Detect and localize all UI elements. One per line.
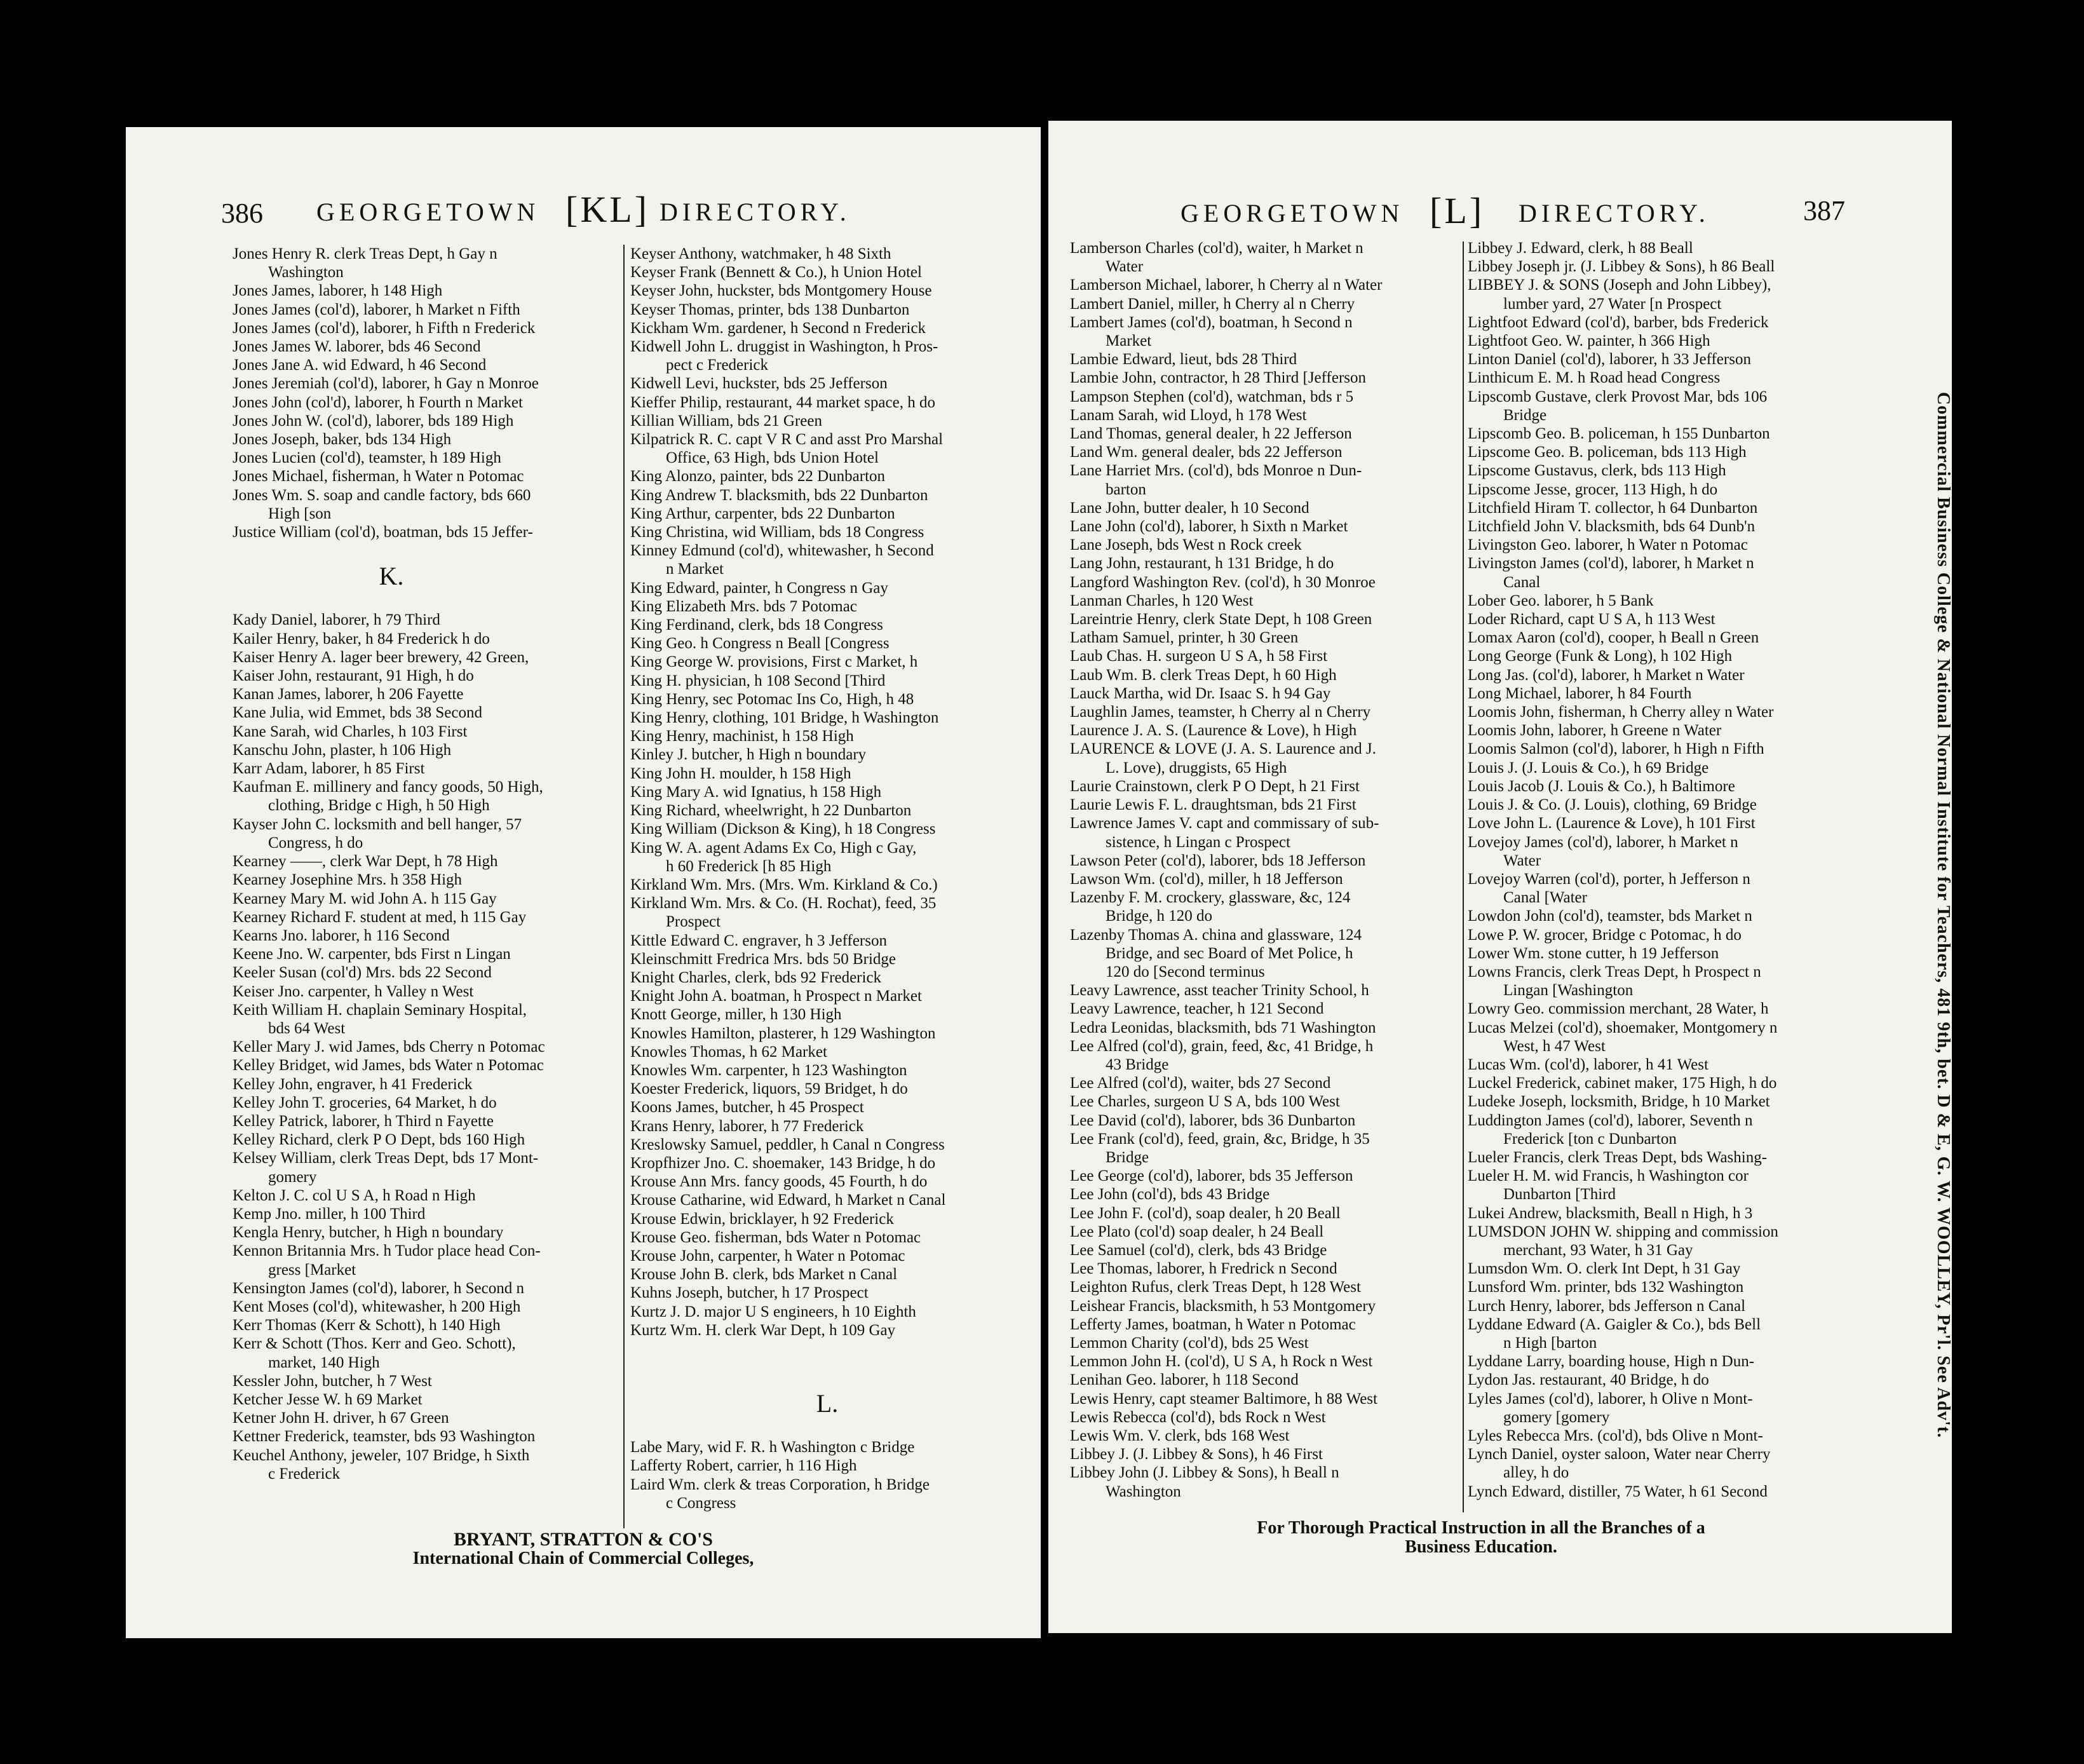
directory-entry: Lovejoy Warren (col'd), porter, h Jefferson n (1468, 870, 1750, 888)
directory-entry: Ketner John H. driver, h 67 Green (233, 1409, 449, 1427)
directory-entry: Lewis Rebecca (col'd), bds Rock n West (1070, 1408, 1326, 1426)
directory-entry: Lyles James (col'd), laborer, h Olive n Mont- (1468, 1390, 1753, 1408)
directory-entry: Loomis John, laborer, h Greene n Water (1468, 722, 1722, 740)
left-col1 (233, 245, 620, 1483)
directory-entry: Lauck Martha, wid Dr. Isaac S. h 94 Gay (1070, 684, 1331, 702)
directory-entry: Lazenby Thomas A. china and glassware, 124 (1070, 926, 1362, 944)
directory-entry: Keith William H. chaplain Seminary Hospital, (233, 1001, 527, 1019)
directory-entry: Kelley John, engraver, h 41 Frederick (233, 1075, 473, 1093)
directory-entry: Lambert James (col'd), boatman, h Second n (1070, 313, 1353, 331)
directory-entry: Lee John (col'd), bds 43 Bridge (1070, 1186, 1270, 1204)
directory-entry: Libbey J. (J. Libbey & Sons), h 46 First (1070, 1446, 1323, 1463)
directory-entry: Kane Julia, wid Emmet, bds 38 Second (233, 704, 482, 722)
directory-entry: Lee Thomas, laborer, h Fredrick n Second (1070, 1260, 1337, 1278)
directory-entry: Laub Wm. B. clerk Treas Dept, h 60 High (1070, 666, 1337, 684)
directory-entry: Lightfoot Edward (col'd), barber, bds Frederick (1468, 313, 1769, 331)
directory-entry: Lurch Henry, laborer, bds Jefferson n Canal (1468, 1297, 1746, 1315)
directory-entry: Kensington James (col'd), laborer, h Second n (233, 1279, 524, 1297)
directory-entry: Lee George (col'd), laborer, bds 35 Jefferson (1070, 1167, 1353, 1185)
directory-entry: Land Wm. general dealer, bds 22 Jefferson (1070, 444, 1343, 461)
directory-entry: Lipscome Geo. B. policeman, bds 113 High (1468, 444, 1747, 461)
directory-entry: Congress, h do (268, 834, 363, 851)
directory-entry: Krouse John, carpenter, h Water n Potomac (630, 1247, 905, 1265)
directory-entry: Kady Daniel, laborer, h 79 Third (233, 611, 440, 629)
directory-entry: Luddington James (col'd), laborer, Seventh n (1468, 1111, 1753, 1129)
directory-entry: Lamberson Michael, laborer, h Cherry al n Water (1070, 276, 1383, 294)
directory-entry: Jones Joseph, baker, bds 134 High (233, 431, 452, 449)
directory-entry: King Henry, machinist, h 158 High (630, 728, 854, 745)
directory-entry: Lefferty James, boatman, h Water n Potomac (1070, 1315, 1356, 1333)
directory-entry: High [son (268, 505, 332, 522)
directory-entry: King W. A. agent Adams Ex Co, High c Gay, (630, 839, 917, 857)
directory-entry: Louis J. & Co. (J. Louis), clothing, 69 Bridge (1468, 796, 1757, 814)
directory-entry: Kirkland Wm. Mrs. (Mrs. Wm. Kirkland & Co.) (630, 876, 938, 893)
directory-entry: Lunsford Wm. printer, bds 132 Washington (1468, 1279, 1744, 1296)
directory-entry: Krouse Ann Mrs. fancy goods, 45 Fourth, h do (630, 1173, 928, 1191)
directory-entry: Knowles Thomas, h 62 Market (630, 1043, 827, 1061)
directory-entry: Lowry Geo. commission merchant, 28 Water, h (1468, 1000, 1769, 1018)
directory-entry: Lee Frank (col'd), feed, grain, &c, Bridge, h 35 (1070, 1130, 1370, 1148)
directory-entry: Lynch Edward, distiller, 75 Water, h 61 Second (1468, 1482, 1768, 1500)
directory-entry: Lyles Rebecca Mrs. (col'd), bds Olive n Mont- (1468, 1427, 1763, 1444)
directory-entry: Lipscome Jesse, grocer, 113 High, h do (1468, 480, 1718, 498)
directory-entry: King Edward, painter, h Congress n Gay (630, 579, 888, 597)
directory-entry: Libbey Joseph jr. (J. Libbey & Sons), h 86 Beall (1468, 258, 1775, 276)
directory-entry: 120 do [Second terminus (1106, 963, 1265, 980)
directory-entry: Ledra Leonidas, blacksmith, bds 71 Washington (1070, 1019, 1376, 1036)
directory-entry: Office, 63 High, bds Union Hotel (666, 449, 879, 467)
directory-entry: Loomis John, fisherman, h Cherry alley n Water (1468, 703, 1774, 721)
directory-entry: Louis J. (J. Louis & Co.), h 69 Bridge (1468, 759, 1709, 777)
directory-entry: Kearney Mary M. wid John A. h 115 Gay (233, 890, 497, 907)
directory-entry: Lemmon Charity (col'd), bds 25 West (1070, 1334, 1309, 1352)
directory-entry: Kurtz J. D. major U S engineers, h 10 Eighth (630, 1303, 916, 1320)
directory-entry: Dunbarton [Third (1503, 1186, 1616, 1204)
directory-entry: Kelsey William, clerk Treas Dept, bds 17 Mont- (233, 1150, 539, 1167)
directory-entry: Lucas Wm. (col'd), laborer, h 41 West (1468, 1055, 1708, 1073)
page-number: 387 (1803, 195, 1845, 226)
directory-entry: Lawrence James V. capt and commissary of sub- (1070, 815, 1379, 832)
directory-entry: Keuchel Anthony, jeweler, 107 Bridge, h Sixth (233, 1446, 530, 1464)
directory-entry: Kessler John, butcher, h 7 West (233, 1372, 432, 1390)
directory-entry: Jones James (col'd), laborer, h Fifth n Frederick (233, 319, 536, 337)
directory-entry: Litchfield Hiram T. collector, h 64 Dunbarton (1468, 499, 1758, 517)
directory-entry: Kemp Jno. miller, h 100 Third (233, 1205, 426, 1223)
directory-entry: Lee Alfred (col'd), waiter, bds 27 Second (1070, 1075, 1331, 1092)
directory-entry: Lukei Andrew, blacksmith, Beall n High, h 3 (1468, 1204, 1753, 1222)
directory-entry: Kittle Edward C. engraver, h 3 Jefferson (630, 932, 887, 949)
directory-entry: Lee David (col'd), laborer, bds 36 Dunbarton (1070, 1111, 1356, 1129)
directory-entry: Kerr & Schott (Thos. Kerr and Geo. Schott), (233, 1335, 516, 1353)
directory-entry: Loomis Salmon (col'd), laborer, h High n Fifth (1468, 740, 1764, 758)
section-letter-k: K. (379, 562, 404, 591)
footer-line2: International Chain of Commercial Colleges, (412, 1549, 754, 1568)
directory-entry: Lober Geo. laborer, h 5 Bank (1468, 592, 1654, 609)
directory-entry: Lowe P. W. grocer, Bridge c Potomac, h do (1468, 926, 1742, 944)
directory-entry: Lanam Sarah, wid Lloyd, h 178 West (1070, 406, 1307, 424)
header-directory: DIRECTORY. (1519, 199, 1710, 227)
directory-entry: Knott George, miller, h 130 High (630, 1006, 842, 1024)
header-directory: DIRECTORY. (660, 198, 851, 226)
directory-entry: Jones Henry R. clerk Treas Dept, h Gay n (233, 245, 497, 262)
directory-entry: h 60 Frederick [h 85 High (666, 857, 832, 875)
directory-entry: Krans Henry, laborer, h 77 Frederick (630, 1117, 864, 1135)
directory-entry: Kirkland Wm. Mrs. & Co. (H. Rochat), feed, 35 (630, 895, 937, 913)
directory-entry: LIBBEY J. & SONS (Joseph and John Libbey), (1468, 276, 1771, 294)
directory-entry: Lafferty Robert, carrier, h 116 High (630, 1457, 857, 1475)
directory-entry: Lowns Francis, clerk Treas Dept, h Prospect n (1468, 963, 1761, 980)
directory-entry: Lane John (col'd), laborer, h Sixth n Market (1070, 518, 1348, 536)
directory-entry: Krouse John B. clerk, bds Market n Canal (630, 1266, 898, 1284)
directory-entry: Laughlin James, teamster, h Cherry al n Cherry (1070, 703, 1371, 721)
directory-entry: merchant, 93 Water, h 31 Gay (1503, 1241, 1693, 1259)
directory-entry: Lee Charles, surgeon U S A, bds 100 West (1070, 1093, 1340, 1111)
directory-entry: Lamberson Charles (col'd), waiter, h Market n (1070, 240, 1363, 257)
directory-entry: Kettner Frederick, teamster, bds 93 Washington (233, 1428, 536, 1446)
directory-entry: Jones Jane A. wid Edward, h 46 Second (233, 356, 487, 374)
directory-entry: Kaiser Henry A. lager beer brewery, 42 Green, (233, 648, 529, 666)
directory-entry: Ketcher Jesse W. h 69 Market (233, 1390, 423, 1408)
directory-entry: King George W. provisions, First c Market, h (630, 653, 918, 671)
directory-entry: c Congress (666, 1494, 736, 1512)
directory-entry: Bridge, h 120 do (1106, 907, 1213, 925)
directory-entry: Jones Wm. S. soap and candle factory, bds 660 (233, 486, 531, 504)
directory-entry: Lazenby F. M. crockery, glassware, &c, 124 (1070, 889, 1351, 907)
directory-entry: King Richard, wheelwright, h 22 Dunbarton (630, 802, 912, 820)
directory-entry: Kelley Patrick, laborer, h Third n Fayette (233, 1112, 494, 1130)
directory-entry: Kaiser John, restaurant, 91 High, h do (233, 667, 474, 685)
directory-entry: Lewis Henry, capt steamer Baltimore, h 88 West (1070, 1390, 1377, 1408)
directory-entry: Kearney ——, clerk War Dept, h 78 High (233, 853, 498, 871)
right-page (1048, 121, 1952, 1633)
directory-entry: Kayser John C. locksmith and bell hanger, 57 (233, 815, 522, 833)
directory-entry: Knight Charles, clerk, bds 92 Frederick (630, 968, 882, 986)
directory-entry: Lipscome Gustavus, clerk, bds 113 High (1468, 462, 1726, 480)
directory-entry: 43 Bridge (1106, 1055, 1169, 1073)
directory-entry: Kelley John T. groceries, 64 Market, h do (233, 1094, 497, 1111)
header-title: GEORGETOWN (1181, 199, 1404, 227)
directory-entry: Jones Michael, fisherman, h Water n Potomac (233, 468, 524, 485)
directory-entry: Lareintrie Henry, clerk State Dept, h 108 Green (1070, 611, 1372, 628)
directory-entry: LUMSDON JOHN W. shipping and commission (1468, 1223, 1778, 1240)
directory-entry: Kanan James, laborer, h 206 Fayette (233, 686, 464, 703)
directory-entry: Washington (268, 264, 344, 282)
directory-entry: Louis Jacob (J. Louis & Co.), h Baltimore (1468, 777, 1735, 795)
directory-entry: Long Michael, laborer, h 84 Fourth (1468, 684, 1692, 702)
directory-entry: King John H. moulder, h 158 High (630, 764, 851, 782)
directory-entry: Long Jas. (col'd), laborer, h Market n Water (1468, 666, 1745, 684)
directory-entry: Lueler H. M. wid Francis, h Washington cor (1468, 1167, 1749, 1185)
directory-entry: Livingston James (col'd), laborer, h Market n (1468, 555, 1754, 573)
directory-entry: Keller Mary J. wid James, bds Cherry n Potomac (233, 1038, 545, 1056)
directory-entry: Kidwell John L. druggist in Washington, h Pros- (630, 338, 938, 356)
directory-entry: Knowles Hamilton, plasterer, h 129 Washington (630, 1024, 936, 1042)
column-divider (1463, 241, 1464, 1512)
header-title: GEORGETOWN (316, 198, 540, 226)
directory-entry: Lipscomb Geo. B. policeman, h 155 Dunbarton (1468, 425, 1770, 443)
directory-entry: Kearns Jno. laborer, h 116 Second (233, 926, 450, 944)
directory-entry: market, 140 High (268, 1354, 380, 1371)
directory-entry: Lampson Stephen (col'd), watchman, bds r 5 (1070, 388, 1354, 405)
left-footer (126, 1530, 1041, 1568)
directory-entry: West, h 47 West (1503, 1037, 1606, 1055)
directory-entry: King Mary A. wid Ignatius, h 158 High (630, 783, 882, 801)
directory-entry: Lane Harriet Mrs. (col'd), bds Monroe n Dun- (1070, 462, 1362, 480)
directory-entry: King Henry, sec Potomac Ins Co, High, h 48 (630, 690, 914, 708)
directory-entry: Keiser Jno. carpenter, h Valley n West (233, 982, 474, 1000)
directory-entry: Lanman Charles, h 120 West (1070, 592, 1254, 609)
directory-entry: Justice William (col'd), boatman, bds 15 Jeffer- (233, 524, 533, 541)
directory-entry: Kaufman E. millinery and fancy goods, 50 High, (233, 778, 543, 796)
directory-entry: Lomax Aaron (col'd), cooper, h Beall n Green (1468, 629, 1759, 647)
directory-entry: Canal (1503, 573, 1541, 591)
directory-entry: Keyser John, huckster, bds Montgomery House (630, 282, 932, 300)
directory-entry: lumber yard, 27 Water [n Prospect (1503, 295, 1722, 313)
directory-entry: Lane Joseph, bds West n Rock creek (1070, 536, 1302, 554)
directory-entry: Kinney Edmund (col'd), whitewasher, h Second (630, 542, 934, 560)
directory-entry: Canal [Water (1503, 889, 1587, 907)
directory-entry: Jones James W. laborer, bds 46 Second (233, 338, 481, 356)
directory-entry: Long George (Funk & Long), h 102 High (1468, 648, 1733, 665)
directory-entry: Ludeke Joseph, locksmith, Bridge, h 10 Market (1468, 1093, 1770, 1111)
directory-entry: Frederick [ton c Dunbarton (1503, 1130, 1677, 1148)
directory-entry: Market (1106, 332, 1152, 350)
directory-entry: Lydon Jas. restaurant, 40 Bridge, h do (1468, 1371, 1709, 1389)
directory-entry: Lower Wm. stone cutter, h 19 Jefferson (1468, 944, 1719, 962)
directory-entry: Kinley J. butcher, h High n boundary (630, 746, 867, 764)
directory-entry: Linton Daniel (col'd), laborer, h 33 Jefferson (1468, 351, 1751, 369)
directory-entry: Keyser Frank (Bennett & Co.), h Union Hotel (630, 264, 922, 282)
directory-entry: King H. physician, h 108 Second [Third (630, 672, 886, 689)
directory-entry: Krouse Geo. fisherman, bds Water n Potomac (630, 1228, 921, 1246)
directory-entry: clothing, Bridge c High, h 50 High (268, 797, 490, 815)
directory-entry: Knowles Wm. carpenter, h 123 Washington (630, 1061, 907, 1079)
directory-entry: Krouse Catharine, wid Edward, h Market n Canal (630, 1191, 946, 1209)
directory-entry: King Arthur, carpenter, bds 22 Dunbarton (630, 505, 895, 522)
directory-entry: Leishear Francis, blacksmith, h 53 Montgomery (1070, 1297, 1376, 1315)
directory-entry: Jones John (col'd), laborer, h Fourth n Market (233, 393, 523, 411)
directory-entry: LAURENCE & LOVE (J. A. S. Laurence and J. (1070, 740, 1376, 758)
directory-entry: Keyser Thomas, printer, bds 138 Dunbarton (630, 301, 910, 318)
directory-entry: Kerr Thomas (Kerr & Schott), h 140 High (233, 1317, 501, 1334)
directory-entry: Kleinschmitt Fredrica Mrs. bds 50 Bridge (630, 950, 896, 968)
directory-entry: Lovejoy James (col'd), laborer, h Market n (1468, 833, 1738, 851)
directory-entry: Laub Chas. H. surgeon U S A, h 58 First (1070, 648, 1328, 665)
directory-entry: Kreslowsky Samuel, peddler, h Canal n Congress (630, 1136, 945, 1153)
directory-entry: Leavy Lawrence, teacher, h 121 Second (1070, 1000, 1324, 1018)
directory-entry: Kengla Henry, butcher, h High n boundary (233, 1224, 504, 1242)
directory-entry: Krouse Edwin, bricklayer, h 92 Frederick (630, 1210, 894, 1228)
directory-entry: Kelley Richard, clerk P O Dept, bds 160 High (233, 1131, 525, 1149)
directory-entry: Kelton J. C. col U S A, h Road n High (233, 1186, 476, 1204)
directory-entry: Lang John, restaurant, h 131 Bridge, h do (1070, 555, 1334, 573)
directory-entry: Leighton Rufus, clerk Treas Dept, h 128 West (1070, 1279, 1361, 1296)
directory-entry: Langford Washington Rev. (col'd), h 30 Monroe (1070, 573, 1376, 591)
directory-entry: pect c Frederick (666, 356, 769, 374)
directory-entry: Lueler Francis, clerk Treas Dept, bds Washing- (1468, 1148, 1768, 1166)
directory-entry: Lambert Daniel, miller, h Cherry al n Cherry (1070, 295, 1355, 313)
left-page-header (126, 189, 1041, 248)
directory-entry: Keeler Susan (col'd) Mrs. bds 22 Second (233, 964, 492, 982)
directory-entry: Jones Jeremiah (col'd), laborer, h Gay n Monroe (233, 375, 539, 393)
section-letter-l: L. (816, 1388, 839, 1418)
directory-entry: Lewis Wm. V. clerk, bds 168 West (1070, 1427, 1290, 1444)
directory-entry: alley, h do (1503, 1464, 1569, 1482)
directory-entry: Labe Mary, wid F. R. h Washington c Bridge (630, 1439, 915, 1456)
directory-entry: Lingan [Washington (1503, 982, 1634, 1000)
directory-entry: Washington (1106, 1482, 1181, 1500)
directory-entry: Kelley Bridget, wid James, bds Water n Potomac (233, 1057, 544, 1075)
directory-entry: Kent Moses (col'd), whitewasher, h 200 High (233, 1298, 521, 1315)
directory-entry: sistence, h Lingan c Prospect (1106, 833, 1290, 851)
directory-entry: King Ferdinand, clerk, bds 18 Congress (630, 616, 883, 634)
side-advertisement-text: Commercial Business College & National Normal Institute for Teachers, 481 9th, bet. D & E, G. W. WOOLLEY, Pr'l. See Adv't. (1933, 391, 1953, 1439)
directory-entry: c Frederick (268, 1465, 341, 1482)
directory-entry: Kropfhizer Jno. C. shoemaker, 143 Bridge, h do (630, 1154, 936, 1172)
directory-entry: Kidwell Levi, huckster, bds 25 Jefferson (630, 375, 888, 393)
directory-entry: Jones James (col'd), laborer, h Market n Fifth (233, 301, 520, 318)
directory-entry: Litchfield John V. blacksmith, bds 64 Dunb'n (1468, 518, 1756, 536)
directory-entry: Lambie John, contractor, h 28 Third [Jefferson (1070, 369, 1367, 387)
directory-entry: Lawson Peter (col'd), laborer, bds 18 Jefferson (1070, 851, 1366, 869)
directory-entry: Loder Richard, capt U S A, h 113 West (1468, 611, 1715, 628)
directory-entry: Lumsdon Wm. O. clerk Int Dept, h 31 Gay (1468, 1260, 1741, 1278)
directory-entry: L. Love), druggists, 65 High (1106, 759, 1287, 777)
directory-entry: Linthicum E. M. h Road head Congress (1468, 369, 1721, 387)
directory-entry: Kickham Wm. gardener, h Second n Frederick (630, 319, 926, 337)
directory-entry: King Christina, wid William, bds 18 Congress (630, 524, 924, 541)
directory-entry: Lee Plato (col'd) soap dealer, h 24 Beall (1070, 1223, 1324, 1240)
directory-entry: bds 64 West (268, 1019, 346, 1037)
directory-entry: Kearney Josephine Mrs. h 358 High (233, 871, 463, 889)
directory-entry: Latham Samuel, printer, h 30 Green (1070, 629, 1299, 647)
column-divider (623, 245, 625, 1528)
directory-entry: Lee Alfred (col'd), grain, feed, &c, 41 Bridge, h (1070, 1037, 1374, 1055)
directory-entry: Jones James, laborer, h 148 High (233, 282, 443, 300)
directory-entry: King Elizabeth Mrs. bds 7 Potomac (630, 597, 857, 615)
directory-entry: Lucas Melzei (col'd), shoemaker, Montgomery n (1468, 1019, 1778, 1036)
directory-entry: Karr Adam, laborer, h 85 First (233, 760, 425, 778)
directory-entry: King Geo. h Congress n Beall [Congress (630, 635, 890, 653)
left-col2 (630, 245, 1024, 1512)
directory-entry: Lane John, butter dealer, h 10 Second (1070, 499, 1309, 517)
right-col1 (1070, 239, 1460, 1501)
directory-entry: gomery (268, 1168, 317, 1186)
directory-entry: King William (Dickson & King), h 18 Congress (630, 820, 936, 838)
directory-entry: Koons James, butcher, h 45 Prospect (630, 1099, 864, 1116)
directory-entry: Libbey J. Edward, clerk, h 88 Beall (1468, 240, 1693, 257)
directory-entry: Bridge, and sec Board of Met Police, h (1106, 944, 1353, 962)
directory-entry: Laird Wm. clerk & treas Corporation, h Bridge (630, 1476, 930, 1493)
directory-entry: Lenihan Geo. laborer, h 118 Second (1070, 1371, 1299, 1389)
directory-entry: King Henry, clothing, 101 Bridge, h Washington (630, 709, 939, 727)
directory-entry: Leavy Lawrence, asst teacher Trinity School, h (1070, 982, 1369, 1000)
directory-entry: n Market (666, 560, 724, 578)
directory-entry: Luckel Frederick, cabinet maker, 175 High, h do (1468, 1075, 1777, 1092)
directory-entry: Kurtz Wm. H. clerk War Dept, h 109 Gay (630, 1321, 896, 1339)
left-page (126, 127, 1041, 1638)
directory-entry: Lawson Wm. (col'd), miller, h 18 Jefferson (1070, 870, 1343, 888)
footer-line2: Business Education. (1405, 1537, 1557, 1557)
directory-entry: Livingston Geo. laborer, h Water n Potomac (1468, 536, 1748, 554)
right-col2 (1468, 239, 1874, 1501)
directory-entry: Water (1106, 258, 1144, 276)
directory-entry: Kilpatrick R. C. capt V R C and asst Pro Marshal (630, 431, 944, 449)
directory-entry: gress [Market (268, 1261, 356, 1279)
directory-entry: Kailer Henry, baker, h 84 Frederick h do (233, 630, 490, 648)
directory-entry: Koester Frederick, liquors, 59 Bridget, h do (630, 1080, 908, 1098)
directory-entry: Lee Samuel (col'd), clerk, bds 43 Bridge (1070, 1241, 1327, 1259)
directory-entry: Lyddane Larry, boarding house, High n Dun- (1468, 1353, 1755, 1371)
directory-entry: Killian William, bds 21 Green (630, 412, 822, 430)
directory-entry: Lambie Edward, lieut, bds 28 Third (1070, 351, 1297, 369)
directory-entry: Lynch Daniel, oyster saloon, Water near Cherry (1468, 1446, 1771, 1463)
header-letters: [L] (1430, 190, 1485, 231)
directory-entry: Lightfoot Geo. W. painter, h 366 High (1468, 332, 1710, 350)
directory-entry: Bridge (1106, 1148, 1149, 1166)
directory-entry: n High [barton (1503, 1334, 1597, 1352)
directory-entry: Lee John F. (col'd), soap dealer, h 20 Beall (1070, 1204, 1341, 1222)
directory-entry: King Alonzo, painter, bds 22 Dunbarton (630, 468, 886, 485)
directory-entry: Keene Jno. W. carpenter, bds First n Lingan (233, 946, 511, 963)
directory-entry: Lyddane Edward (A. Gaigler & Co.), bds Bell (1468, 1315, 1761, 1333)
directory-entry: Laurie Crainstown, clerk P O Dept, h 21 First (1070, 777, 1360, 795)
directory-entry: Laurie Lewis F. L. draughtsman, bds 21 First (1070, 796, 1357, 814)
directory-entry: Water (1503, 851, 1541, 869)
directory-entry: Lowdon John (col'd), teamster, bds Market n (1468, 907, 1752, 925)
directory-entry: Jones John W. (col'd), laborer, bds 189 High (233, 412, 514, 430)
directory-entry: King Andrew T. blacksmith, bds 22 Dunbarton (630, 486, 928, 504)
directory-entry: Kuhns Joseph, butcher, h 17 Prospect (630, 1284, 869, 1302)
page-number: 386 (221, 198, 263, 229)
header-letters: [KL] (565, 189, 649, 230)
directory-entry: Bridge (1503, 406, 1547, 424)
directory-entry: Lemmon John H. (col'd), U S A, h Rock n West (1070, 1353, 1373, 1371)
directory-entry: Land Thomas, general dealer, h 22 Jefferson (1070, 425, 1352, 443)
directory-entry: Libbey John (J. Libbey & Sons), h Beall n (1070, 1464, 1339, 1482)
directory-entry: Prospect (666, 913, 721, 931)
directory-entry: Laurence J. A. S. (Laurence & Love), h High (1070, 722, 1357, 740)
directory-entry: barton (1106, 480, 1146, 498)
footer-line1: For Thorough Practical Instruction in all the Branches of a (1257, 1518, 1705, 1538)
directory-entry: Knight John A. boatman, h Prospect n Market (630, 987, 922, 1005)
directory-entry: Lipscomb Gustave, clerk Provost Mar, bds 106 (1468, 388, 1768, 405)
right-footer (1048, 1519, 1952, 1557)
directory-entry: Kieffer Philip, restaurant, 44 market space, h do (630, 393, 935, 411)
directory-entry: Keyser Anthony, watchmaker, h 48 Sixth (630, 245, 891, 262)
directory-entry: Kearney Richard F. student at med, h 115 Gay (233, 908, 527, 926)
directory-entry: Jones Lucien (col'd), teamster, h 189 High (233, 449, 501, 467)
footer-line1: BRYANT, STRATTON & CO'S (454, 1529, 713, 1550)
directory-entry: Kanschu John, plaster, h 106 High (233, 741, 452, 759)
directory-entry: Love John L. (Laurence & Love), h 101 First (1468, 815, 1756, 832)
directory-entry: Kennon Britannia Mrs. h Tudor place head Con- (233, 1242, 541, 1260)
side-advertisement (1929, 203, 1957, 1627)
directory-entry: gomery [gomery (1503, 1408, 1610, 1426)
directory-entry: Kane Sarah, wid Charles, h 103 First (233, 723, 468, 740)
